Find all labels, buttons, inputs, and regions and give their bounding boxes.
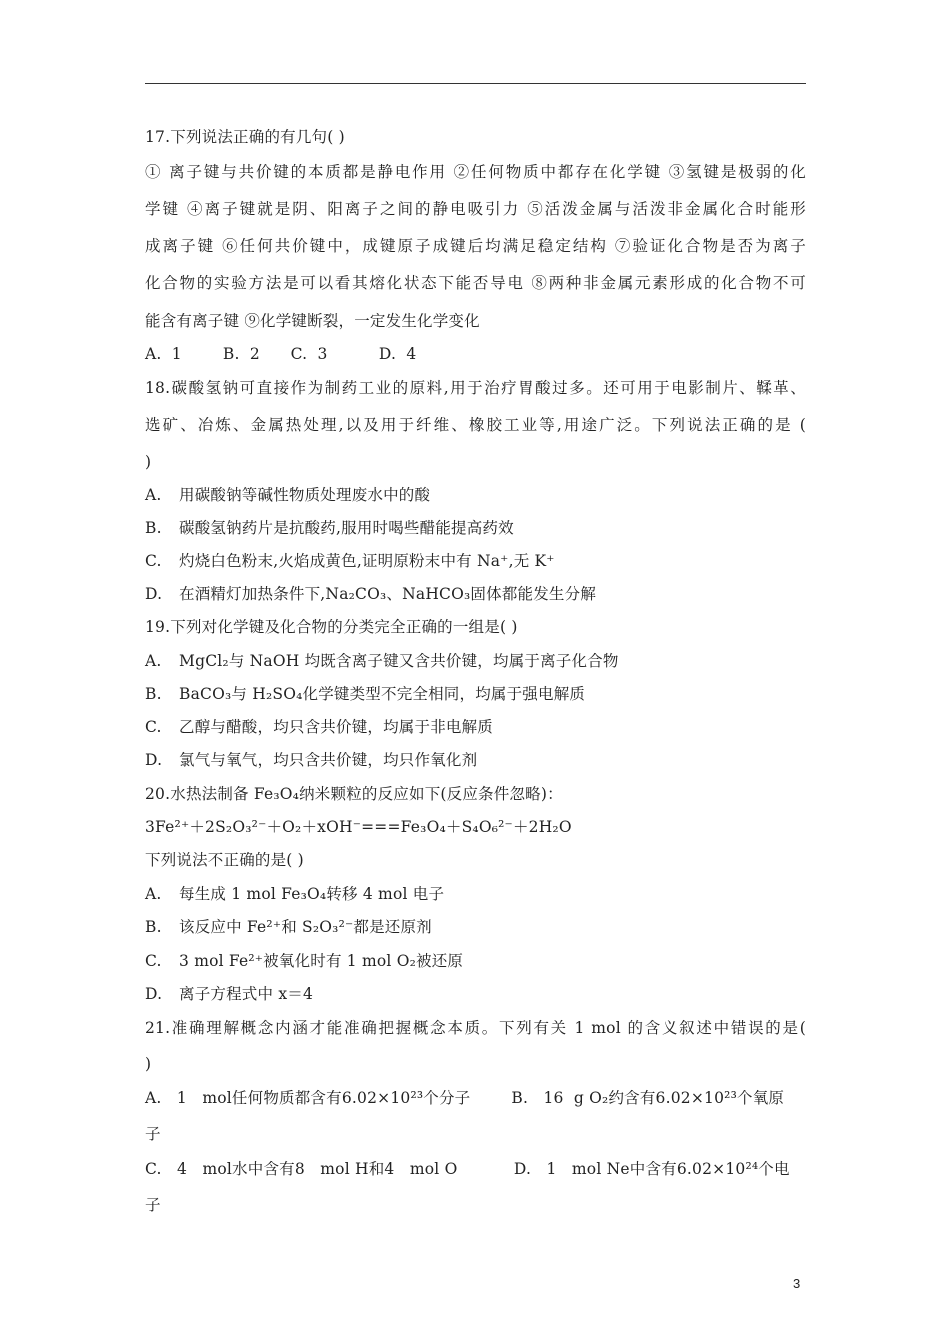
q20-option-b: B. 该反应中 Fe²⁺和 S₂O₃²⁻都是还原剂 [145, 918, 432, 936]
q21-options-wrap: 子 [145, 1125, 161, 1143]
q18-stem-line: 18.碳酸氢钠可直接作为制药工业的原料,用于治疗胃酸过多。还可用于电影制片、鞣革、 [145, 379, 806, 397]
q17-body-line: ① 离子键与共价键的本质都是静电作用 ②任何物质中都存在化学键 ③氢键是极弱的化 [145, 163, 806, 181]
q21-stem-line: ) [145, 1055, 152, 1073]
q21-options-row: A. 1 mol任何物质都含有6.02×10²³个分子 B. 16 g O₂约含有6.02×10²³个氧原 [145, 1089, 785, 1107]
q17-body-line: 化合物的实验方法是可以看其熔化状态下能否导电 ⑧两种非金属元素形成的化合物不可 [145, 274, 806, 292]
q19-stem: 19.下列对化学键及化合物的分类完全正确的一组是( ) [145, 618, 518, 636]
q17-body-line: 学键 ④离子键就是阴、阳离子之间的静电吸引力 ⑤活泼金属与活泼非金属化合时能形 [145, 200, 806, 218]
page-number: 3 [793, 1276, 801, 1291]
q17-options: A. 1 B. 2 C. 3 D. 4 [145, 345, 417, 363]
header-rule [145, 83, 806, 84]
q18-option-a: A. 用碳酸钠等碱性物质处理废水中的酸 [145, 486, 431, 504]
q20-question: 下列说法不正确的是( ) [145, 851, 304, 869]
q21-options-wrap: 子 [145, 1196, 161, 1214]
q18-stem-line: ) [145, 453, 152, 471]
q20-stem: 20.水热法制备 Fe₃O₄纳米颗粒的反应如下(反应条件忽略)： [145, 785, 563, 803]
q18-option-b: B. 碳酸氢钠药片是抗酸药,服用时喝些醋能提高药效 [145, 519, 514, 537]
q21-stem-line: 21.准确理解概念内涵才能准确把握概念本质。下列有关 1 mol 的含义叙述中错误的是( [145, 1019, 806, 1037]
q19-option-c: C. 乙醇与醋酸，均只含共价键，均属于非电解质 [145, 718, 494, 736]
q19-option-b: B. BaCO₃与 H₂SO₄化学键类型不完全相同，均属于强电解质 [145, 685, 586, 703]
q18-option-c: C. 灼烧白色粉末,火焰成黄色,证明原粉末中有 Na⁺,无 K⁺ [145, 552, 555, 570]
q20-option-a: A. 每生成 1 mol Fe₃O₄转移 4 mol 电子 [145, 885, 445, 903]
q20-option-c: C. 3 mol Fe²⁺被氧化时有 1 mol O₂被还原 [145, 952, 464, 970]
q17-body-line: 成离子键 ⑥任何共价键中，成键原子成键后均满足稳定结构 ⑦验证化合物是否为离子 [145, 237, 806, 255]
q20-option-d: D. 离子方程式中 x＝4 [145, 985, 314, 1003]
q18-option-d: D. 在酒精灯加热条件下,Na₂CO₃、NaHCO₃固体都能发生分解 [145, 585, 597, 603]
q17-body-line: 能含有离子键 ⑨化学键断裂，一定发生化学变化 [145, 312, 480, 330]
q20-equation: 3Fe²⁺＋2S₂O₃²⁻＋O₂＋xOH⁻===Fe₃O₄＋S₄O₆²⁻＋2H₂O [145, 818, 572, 836]
q19-option-d: D. 氯气与氧气，均只含共价键，均只作氧化剂 [145, 751, 478, 769]
q21-options-row: C. 4 mol水中含有8 mol H和4 mol O D. 1 mol Ne中含有6.02×10²⁴个电 [145, 1160, 790, 1178]
q19-option-a: A. MgCl₂与 NaOH 均既含离子键又含共价键，均属于离子化合物 [145, 652, 619, 670]
q18-stem-line: 选矿、冶炼、金属热处理,以及用于纤维、橡胶工业等,用途广泛。下列说法正确的是 ( [145, 416, 806, 434]
q17-stem: 17.下列说法正确的有几句( ) [145, 128, 345, 146]
